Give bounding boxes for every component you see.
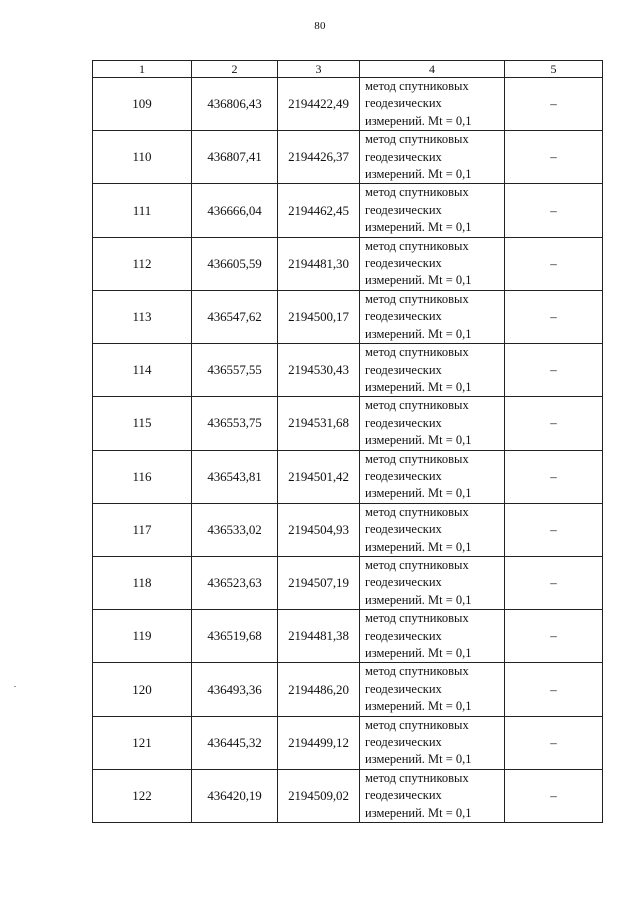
y-coordinate-cell: 2194462,45: [278, 184, 360, 237]
description-cell: –: [505, 716, 603, 769]
method-text-line: измерений. Mt = 0,1: [365, 592, 472, 607]
method-cell: [360, 503, 505, 556]
method-text-line: измерений. Mt = 0,1: [365, 273, 472, 288]
method-cell: [360, 663, 505, 716]
method-cell: [360, 290, 505, 343]
method-text-line: измерений. Mt = 0,1: [365, 433, 472, 448]
method-text-line: метод спутниковых: [365, 664, 469, 679]
table-row: [93, 503, 603, 556]
point-number-cell: 111: [93, 184, 192, 237]
table-row: [93, 78, 603, 131]
method-text-line: метод спутниковых: [365, 451, 469, 466]
y-coordinate-cell: 2194499,12: [278, 716, 360, 769]
method-text-line: измерений. Mt = 0,1: [365, 379, 472, 394]
x-coordinate-cell: 436493,36: [192, 663, 278, 716]
x-coordinate-cell: 436806,43: [192, 78, 278, 131]
method-text-line: геодезических: [365, 256, 442, 271]
y-coordinate-cell: 2194530,43: [278, 344, 360, 397]
method-text-line: геодезических: [365, 96, 442, 111]
method-cell: [360, 78, 505, 131]
column-header-2: 2: [192, 61, 278, 78]
method-cell: [360, 344, 505, 397]
method-text-line: измерений. Mt = 0,1: [365, 646, 472, 660]
x-coordinate-cell: 436557,55: [192, 344, 278, 397]
description-cell: –: [505, 450, 603, 503]
method-text-line: измерений. Mt = 0,1: [365, 805, 472, 820]
y-coordinate-cell: 2194422,49: [278, 78, 360, 131]
description-cell: –: [505, 237, 603, 290]
method-text-line: метод спутниковых: [365, 770, 469, 785]
table-row: [93, 290, 603, 343]
description-cell: –: [505, 556, 603, 609]
y-coordinate-cell: 2194501,42: [278, 450, 360, 503]
point-number-cell: 121: [93, 716, 192, 769]
method-text-line: геодезических: [365, 788, 442, 803]
method-text-line: геодезических: [365, 468, 442, 483]
method-text-line: геодезических: [365, 309, 442, 324]
table-row: [93, 556, 603, 609]
point-number-cell: 122: [93, 769, 192, 822]
method-text-line: геодезических: [365, 522, 442, 537]
description-cell: –: [505, 663, 603, 716]
point-number-cell: 119: [93, 610, 192, 663]
point-number-cell: 115: [93, 397, 192, 450]
method-text-line: геодезических: [365, 681, 442, 696]
column-header-3: 3: [278, 61, 360, 78]
table-body: [93, 78, 603, 823]
table-row: [93, 450, 603, 503]
column-header-5: 5: [505, 61, 603, 78]
method-text-line: измерений. Mt = 0,1: [365, 167, 472, 182]
method-cell: [360, 610, 505, 663]
method-text-line: измерений. Mt = 0,1: [365, 752, 472, 767]
x-coordinate-cell: 436807,41: [192, 131, 278, 184]
method-cell: [360, 131, 505, 184]
point-number-cell: 112: [93, 237, 192, 290]
x-coordinate-cell: 436605,59: [192, 237, 278, 290]
description-cell: –: [505, 769, 603, 822]
x-coordinate-cell: 436519,68: [192, 610, 278, 663]
scan-speck: [14, 686, 16, 687]
y-coordinate-cell: 2194481,30: [278, 237, 360, 290]
point-number-cell: 109: [93, 78, 192, 131]
method-text-line: геодезических: [365, 202, 442, 217]
table-row: [93, 610, 603, 663]
point-number-cell: 118: [93, 556, 192, 609]
x-coordinate-cell: 436445,32: [192, 716, 278, 769]
method-text-line: метод спутниковых: [365, 611, 469, 626]
x-coordinate-cell: 436543,81: [192, 450, 278, 503]
method-text-line: измерений. Mt = 0,1: [365, 113, 472, 128]
table-row: [93, 397, 603, 450]
method-cell: [360, 184, 505, 237]
x-coordinate-cell: 436523,63: [192, 556, 278, 609]
method-text-line: геодезических: [365, 735, 442, 750]
method-cell: [360, 716, 505, 769]
y-coordinate-cell: 2194507,19: [278, 556, 360, 609]
column-header-4: 4: [360, 61, 505, 78]
description-cell: –: [505, 78, 603, 131]
method-cell: [360, 556, 505, 609]
point-number-cell: 110: [93, 131, 192, 184]
y-coordinate-cell: 2194481,38: [278, 610, 360, 663]
method-text-line: измерений. Mt = 0,1: [365, 220, 472, 235]
coordinates-table: [92, 60, 603, 823]
method-text-line: метод спутниковых: [365, 185, 469, 200]
table-row: [93, 716, 603, 769]
page-number: 80: [314, 20, 326, 32]
table-header-row: [93, 61, 603, 78]
table-row: [93, 184, 603, 237]
description-cell: –: [505, 184, 603, 237]
method-text-line: метод спутниковых: [365, 717, 469, 732]
point-number-cell: 117: [93, 503, 192, 556]
method-cell: [360, 769, 505, 822]
method-text-line: измерений. Mt = 0,1: [365, 699, 472, 714]
y-coordinate-cell: 2194486,20: [278, 663, 360, 716]
table-row: [93, 344, 603, 397]
point-number-cell: 113: [93, 290, 192, 343]
method-text-line: измерений. Mt = 0,1: [365, 486, 472, 501]
description-cell: –: [505, 131, 603, 184]
description-cell: –: [505, 290, 603, 343]
y-coordinate-cell: 2194509,02: [278, 769, 360, 822]
method-text-line: геодезических: [365, 415, 442, 430]
method-text-line: метод спутниковых: [365, 132, 469, 147]
method-text-line: измерений. Mt = 0,1: [365, 539, 472, 554]
method-text-line: метод спутниковых: [365, 398, 469, 413]
x-coordinate-cell: 436666,04: [192, 184, 278, 237]
description-cell: –: [505, 397, 603, 450]
y-coordinate-cell: 2194500,17: [278, 290, 360, 343]
table-row: [93, 663, 603, 716]
method-text-line: метод спутниковых: [365, 79, 469, 93]
y-coordinate-cell: 2194531,68: [278, 397, 360, 450]
table-row: [93, 131, 603, 184]
x-coordinate-cell: 436553,75: [192, 397, 278, 450]
y-coordinate-cell: 2194426,37: [278, 131, 360, 184]
method-text-line: геодезических: [365, 149, 442, 164]
point-number-cell: 116: [93, 450, 192, 503]
table-row: [93, 237, 603, 290]
method-cell: [360, 450, 505, 503]
method-text-line: метод спутниковых: [365, 291, 469, 306]
y-coordinate-cell: 2194504,93: [278, 503, 360, 556]
method-text-line: метод спутниковых: [365, 345, 469, 360]
method-text-line: геодезических: [365, 575, 442, 590]
x-coordinate-cell: 436533,02: [192, 503, 278, 556]
method-text-line: метод спутниковых: [365, 557, 469, 572]
x-coordinate-cell: 436420,19: [192, 769, 278, 822]
method-text-line: измерений. Mt = 0,1: [365, 326, 472, 341]
method-text-line: геодезических: [365, 362, 442, 377]
column-header-1: 1: [93, 61, 192, 78]
description-cell: –: [505, 610, 603, 663]
method-text-line: геодезических: [365, 628, 442, 643]
point-number-cell: 114: [93, 344, 192, 397]
method-text-line: метод спутниковых: [365, 504, 469, 519]
x-coordinate-cell: 436547,62: [192, 290, 278, 343]
description-cell: –: [505, 503, 603, 556]
method-text-line: метод спутниковых: [365, 238, 469, 253]
method-cell: [360, 397, 505, 450]
point-number-cell: 120: [93, 663, 192, 716]
table-row: [93, 769, 603, 822]
method-cell: [360, 237, 505, 290]
description-cell: –: [505, 344, 603, 397]
